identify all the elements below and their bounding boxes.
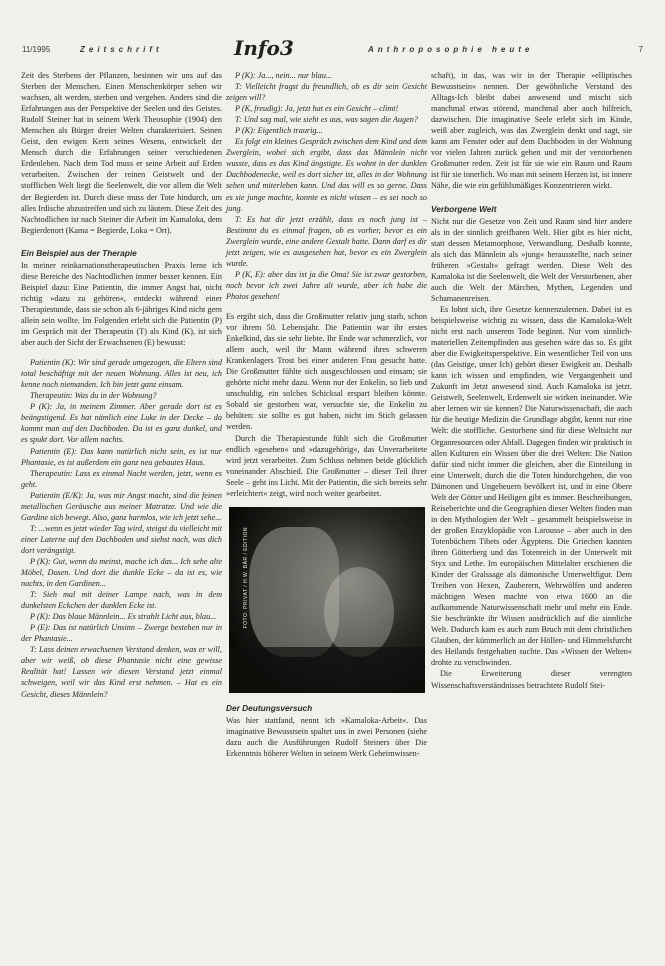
photo-highlight	[324, 567, 394, 657]
dialogue-line: P (K): Ja, in meinem Zimmer. Aber gerade dort ist es beängstigend. Es hat nämlich eine Luke in der Decke – da kommt man auf den Dachboden. Da ist es ganz dunkel, und es spukt dort. Vor allem nachts.	[21, 402, 222, 445]
dialogue-line: P (E): Das ist natürlich Unsinn – Zwerge bestehen nur in der Phantasie...	[21, 623, 222, 644]
page-header	[22, 36, 643, 62]
dialogue-line: T: ...wenn es jetzt wieder Tag wird, steigst du vielleicht mit einer Laterne auf den Dachboden und siehst nach, was dich dort verängstigt.	[21, 523, 222, 555]
magazine-logo: Info3	[234, 36, 294, 60]
dialogue-line: Patientin (E): Das kann natürlich nicht sein, es ist nur Phantasie, es ist außerdem ein ganz neu gebautes Haus.	[21, 446, 222, 467]
photo-shadow	[229, 647, 425, 693]
section-heading: Der Deutungsversuch	[226, 702, 313, 713]
page-number: 7	[638, 45, 643, 54]
dialogue-line: Patientin (K): Wir sind gerade umgezogen, die Eltern sind total beschäftigt mit der neuen Wohnung. Alles ist neu, ich kenne noch niemanden. Ich bin jetzt ganz einsam.	[21, 358, 222, 390]
dialogue-line: P (K): Das blaue Männlein... Es strahlt Licht aus, blau...	[30, 612, 217, 622]
header-zeitschrift: Zeitschrift	[80, 45, 163, 54]
dialogue-line: P (K): Eigentlich traurig...	[235, 126, 323, 136]
paragraph: schaft), in das, was wir in der Therapie »elliptisches Bewusstsein« nennen. Der gewöhnliche Verstand des Alltags-Ich bleibt dabei anwesend und mischt sich manchmal etwas störend, manchmal aber auch hilfreich, dazwischen. Die imaginative Seele erlebt sich im Kinde, weiß aber zugleich, was das Zwerglein denkt und sagt, sie kann am Fenster oder auf dem Dachboden in der Wohnung vor vielen Jahren zurück gehen und mit der verstorbenen Großmutter reden. Zeit ist für sie wie ein Raum und Raum ist für sie innerlich. Wo man mit seinem Herzen ist, ist innere Nähe, die wie ein gefühlsmäßiges Konzentrieren wirkt.	[431, 71, 632, 191]
dialogue-line: Patientin (E/K): Ja, was mir Angst macht, sind die feinen metallischen Geräusche aus meiner Matratze. Und wie die Gardine sich bewegt. Also, ganz harmlos, wie ich jetzt sehe...	[21, 490, 222, 522]
dialogue-line: T: Und sag mal, wie sieht es aus, was sagen die Augen?	[235, 115, 418, 125]
dialogue-block	[226, 70, 427, 302]
dialogue-line: T: Es hat dir jetzt erzählt, dass es noch jung ist – Bestimmt du es einmal fragen, ob es vorher, bevor es ein Zwerglein wurde, eine andere Gestalt hatte. Dann darf es dir jetzt zeigen, wie es ausgesehen hat, bevor es ein Zwerglein wurde.	[226, 214, 427, 268]
paragraph: Es lohnt sich, ihre Gesetze kennenzulernen. Dabei ist es beispielsweise wichtig zu wissen, dass die Kamaloka-Welt nicht erst nach unserem Tode beginnt. Nur vom sinnlich-materiellen Zeitempfinden aus gesehen wäre das so. Es gibt aber die Ewigkeitsperspektive. Ein wesentlicher Teil von uns (das Geistige, unser Ich) gehört dieser Ewigkeit an. Deshalb kann ich wissen und empfinden, wie Vergangenheit und Zukunft im Jetzt anwesend sind. Auch Kamaloka ist jetzt. Geistwelt, Seelenwelt, Erdenwelt sie wirken ineinander. Wie aber lernen wir sie kennen? Die Naturwissenschaft, die auch für die heutige Medizin die Grundlage abgibt, kennt nur eine Welt: die stoffliche. Gestorbene sind für diese Weltsicht nur Organresourcen oder Abfall. Dagegen finden wir praktisch in allen Kulturen ein Wissen über die drei Welten: Die Nation dafür sind nicht immer die gleichen, aber die Einteilung in eine Unterwelt, durch die die Toten hindurchgehen, die von Dämonen und Ungeheuern bevölkert ist, und in eine Obere Welt der Götter und Heiligen gibt es immer. Beschreibungen, Reiseberichte und die Geographien dieser Welten finden man in den Mythologien der Welt – gesammelt beispielsweise in der großen Enzyklopädie von Larousse – aber auch in den Totenbüchern Tibets oder Ägyptens. Die Griechen kannten ihren Götterberg und das Totenreich in der Unterwelt mit Styx und Lethe. Im europäischen Mittelalter erschienen die Kinder der Gralssage als dämonische Unterweltfigur. Dem Treiben von Hexen, Zauberern, Wehrwölfen und anderen mächtigen Wesen machte von etwa 1600 an die aufkommende Naturwissenschaft mehr und mehr ein Ende. Sie beschränkte ihr Wissen ausdrücklich auf die sinnliche Welt. Dadurch kam es auch zum Bruch mit dem christlichen Glauben, der kümmerlich an der Höllen- und Himmelsfurcht des Heilands festgehalten suchte. Das »Wissen der Welten« drohte zu verschwinden.	[431, 304, 632, 668]
paragraph: Es ergibt sich, dass die Großmutter relativ jung starb, schon vor ihrem 50. Lebensjahr. Die Patientin war ihr erstes Enkelkind, das sie sehr liebte. Ihr Ende war schmerzlich, vor allem auch, weil ihr Mann während ihres schweren Krankenlagers Trost bei einer anderen Frau gesucht hatte. Die Großmutter fühlte sich ausgeschlossen und einsam; sie gehörte nicht mehr dazu. Wenn nur der Enkelin, so lieb und unschuldig, ein solches Schicksal erspart bleiben könnte. Sobald sie gestorben war, versuchte sie, die Enkelin zu behüten: sie sollte es gut haben, nicht im Stich gelassen werden.	[226, 311, 427, 432]
paragraph: Zeit des Sterbens der Pflanzen, besinnen wir uns auf das Sterben der Menschen. Einen Menschenkörper sehen wir wachsen, alt werden, sterben und vergehen. Anders sind die Erfahrungen aus der Perspektive der Seelen und des Geistes. Rudolf Steiner hat in seinem Werk Theosophie (1904) den Menschen als Bürger dreier Welten charakterisiert. Seinen Geist, den ewigen Kern seines Wesens, entwickelt der Mensch durch die Erfahrungen seiner verschiedenen Erdenleben. Nach dem Tod muss er seine Arbeit auf Erden verarbeiten. Zwischen der reinen Geistwelt und der stofflichen Welt liegt die Seelenwelt, die vor allem die Welt der Begierden ist. Durch diese muss der Tote hindurch, um alles Irdische abzustreifen und sich zu läutern. Diese Zeit des Nachtodlichen ist nach Steiner die Arbeit im Kamaloka, dem Begierdenort (Kama = Begierde, Loka = Ort).	[21, 71, 222, 235]
dialogue-line: P (K, freudig): Ja, jetzt hat es ein Gesicht – climt!	[235, 104, 399, 114]
dialogue-line: T: Lass deinen erwachsenen Verstand denken, was er will, aber wir weiß, ob diese Phantasie nicht eine gewisse Realität hat! Lassen wir diesen Verstand jetzt einmal schweigen, weil wir das Kind erst nehmen. – Hat es ein Gesicht, dieses Männlein?	[21, 645, 222, 699]
issue-number: 11/1995	[22, 45, 51, 54]
paragraph: Nicht nur die Gesetze von Zeit und Raum sind hier andere als in der sinnlich greifbaren Welt. Hier gibt es hier nicht, statt dessen Metamorphose, Verwandlung. Deshalb konnte, als sich das Männlein als »jung« herausstellte, nach seiner früheren »Gestalt« gefragt werden. Diese Welt des Kamaloka ist die Seelenwelt, die Welt der Verstorbenen, aber auch die Welt der Märchen, Mythen, Legenden und Schamanenreisen.	[431, 216, 632, 303]
section-heading: Ein Beispiel aus der Therapie	[21, 247, 137, 258]
paragraph: Die Erweiterung dieser verengten Wissenschaftsverständnisses betrachtete Rudolf Stei-	[431, 669, 632, 690]
dialogue-line: Es folgt ein kleines Gespräch zwischen dem Kind und dem Zwerglein, wobei sich ergibt, dass das Männlein nicht wusste, dass es das Kind ängstigte. Es wohnt in der dunklen Dachbodenecke, weil es dort sicher ist, alles in der Wohnung sehen und miterleben kann. Und das will es so gerne. Dass es sie junge machte, konnte es nicht wissen – es sei noch so jung.	[226, 137, 427, 213]
photo-figure	[249, 527, 339, 657]
paragraph: Was hier stattfand, nennt ich »Kamaloka-Arbeit«. Das imaginative Bewusstsein spaltet uns in zwei Personen (siehe dazu auch die Ausführungen Rudolf Steiners über Die Erkenntnis höherer Welten in seinem Werk Geheimwissen-	[226, 715, 427, 758]
article-photo	[229, 507, 425, 693]
paragraph: In meiner reinkarnationstherapeutischen Praxis lerne ich diese Bereiche des Nachtodlichen immer besser kennen. Ein Beispiel dazu: Eine Patientin, die immer Angst hat, nicht richtig »dazu zu gehören«, entdeckt während einer Therapiestunde, dass sie schon als 6-jähriges Kind nicht gern allein sein wollte. Im Folgenden erlebt sich die Patientin (P) im Gespräch mit der Therapeutin (T) als Kind (K), ist sich aber auch der Sicht der Erwachsenen (E) bewusst:	[21, 260, 222, 348]
dialogue-line: P (K): Ja..., nein... nur blau...	[235, 71, 332, 80]
column-2	[226, 70, 427, 759]
dialogue-line: T: Vielleicht fragst du freundlich, ob es dir sein Gesicht zeigen will?	[226, 82, 427, 103]
dialogue-line: Therapeutin: Was du in der Wohnung?	[30, 391, 157, 401]
column-1	[21, 70, 222, 700]
photo-credit: FOTO: PRIVAT / H.W. BÄR / EDITION	[243, 526, 249, 629]
header-section-title: Anthroposophie heute	[368, 45, 534, 54]
section-heading: Verborgene Welt	[431, 203, 497, 214]
dialogue-line: Therapeutin: Lass es einmal Nacht werden, jetzt, wenn es geht.	[21, 468, 222, 489]
dialogue-line: P (K, E): aber das ist ja die Oma! Sie ist zwar gestorben, noch bevor ich zwei Jahre alt wurde, aber ich habe die Photos gesehen!	[226, 269, 427, 301]
paragraph: Durch die Therapiestunde fühlt sich die Großmutter endlich »gesehen« und »dazugehörig«, das Unverarbeitete wird jetzt verarbeitet. Zum Schluss nehmen beide glücklich voneinander Abschied. Die Großmutter – dieser Teil ihrer Seele – geht ins Licht. Mit der Patientin, die sich bereits sehr »erleichtert« zeigt, wird noch weiter gearbeitet.	[226, 433, 427, 498]
dialogue-line: P (K): Gut, wenn du meinst, mache ich das... Ich sehe alte Möbel, Dosen. Und dort die dunkle Ecke – da ist es, wie nachts, in den Gardinen...	[21, 556, 222, 589]
dialogue-block	[21, 357, 222, 699]
column-3	[431, 70, 632, 691]
dialogue-line: T: Sieh mal mit deiner Lampe nach, was in dem dunkelsten Eckchen der dunklen Ecke ist.	[21, 590, 222, 611]
